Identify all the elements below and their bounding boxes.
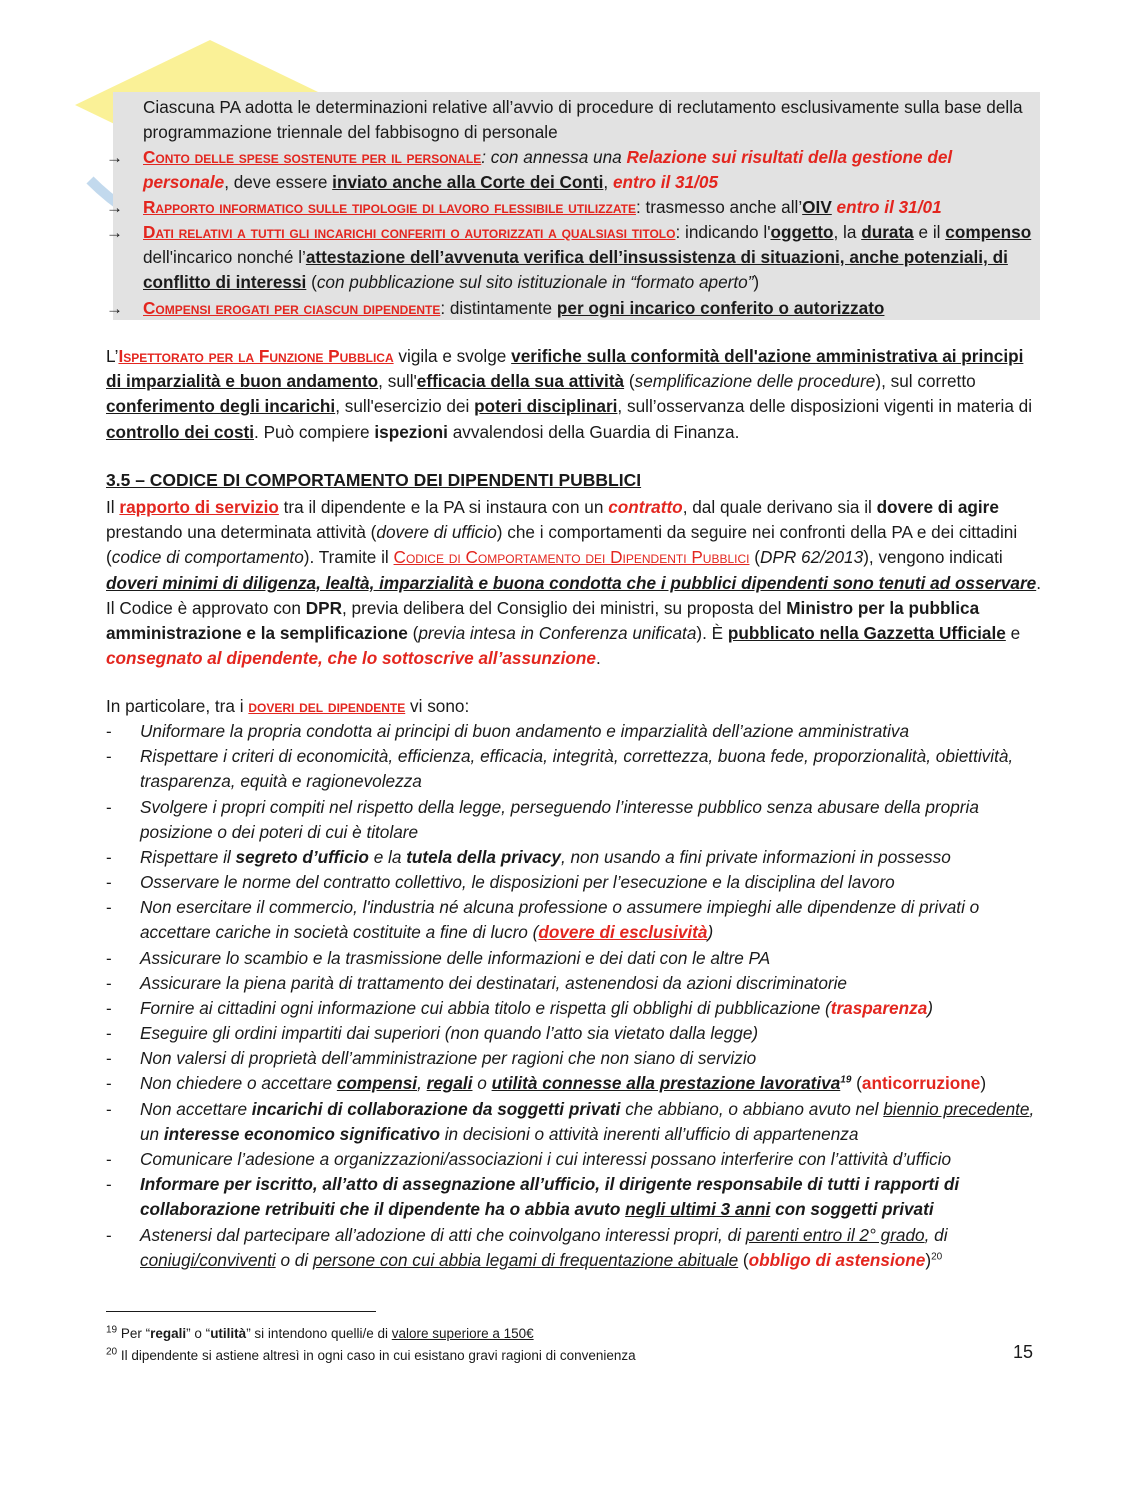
bullet-dash: - xyxy=(106,873,112,892)
section-paragraph: Il rapporto di servizio tra il dipendente e la PA si instaura con un contratto, dal quale derivano sia il dovere di agire prestando una determinata attività (dovere di ufficio) che i comportamenti da seguire nei confronti della PA e dei cittadini (codice di comportamento). Tramite il Codice di Comportamento dei Dipendenti Pubblici (DPR 62/2013), vengono indicati doveri minimi di diligenza, lealtà, imparzialità e buona condotta che i pubblici dipendenti sono tenuti ad osservare. Il Codice è approvato con DPR, previa delibera del Consiglio dei ministri, su proposta del Ministro per la pubblica amministrazione e la semplificazione (previa intesa in Conferenza unificata). È pubblicato nella Gazzetta Ufficiale e consegnato al dipendente, che lo sottoscrive all’assunzione. xyxy=(106,497,1041,669)
box-item-dati: Dati relativi a tutti gli incarichi conferiti o autorizzati a qualsiasi titolo: indicando l'oggetto, la durata e il compenso dell'incarico nonché l’attestazione dell’avvenuta verifica dell’insussistenza di situazioni, anche potenziali, di conflitto di interessi (con pubblicazione sul sito istituzionale in “formato aperto”) xyxy=(143,222,1032,293)
list-item: Osservare le norme del contratto collettivo, le disposizioni per l’esecuzione e la disciplina del lavoro xyxy=(140,872,895,892)
list-item: Assicurare la piena parità di trattamento dei destinatari, astenendosi da azioni discriminatorie xyxy=(140,973,847,993)
bullet-dash: - xyxy=(106,747,112,766)
bullet-dash: - xyxy=(106,1074,112,1093)
bullet-dash: - xyxy=(106,1226,112,1245)
list-item: Informare per iscritto, all’atto di assegnazione all’ufficio, il dirigente responsabile di tutti i rapporti di collaborazione retribuiti che il dipendente ha o abbia avuto negli ultimi 3 anni con soggetti privati xyxy=(140,1174,960,1220)
bullet-dash: - xyxy=(106,848,112,867)
bullet-dash: - xyxy=(106,1100,112,1119)
box-item-conto: Conto delle spese sostenute per il personale: con annessa una Relazione sui risultati della gestione del personale, deve essere inviato anche alla Corte dei Conti, entro il 31/05 xyxy=(143,147,953,193)
section-heading: 3.5 – CODICE DI COMPORTAMENTO DEI DIPENDENTI PUBBLICI xyxy=(106,470,642,490)
list-item: Eseguire gli ordini impartiti dai superiori (non quando l’atto sia vietato dalla legge) xyxy=(140,1023,759,1043)
list-item: Astenersi dal partecipare all’adozione di atti che coinvolgano interessi propri, di parenti entro il 2° grado, di coniugi/conviventi o di persone con cui abbia legami di frequentazione abituale (obbligo di astensione)$^{20}$ xyxy=(140,1225,948,1271)
list-item: Non valersi di proprietà dell’amministrazione per ragioni che non siano di servizio xyxy=(140,1048,757,1068)
bullet-dash: - xyxy=(106,1175,112,1194)
ispettorato-paragraph: L’Ispettorato per la Funzione Pubblica vigila e svolge verifiche sulla conformità dell'azione amministrativa ai principi di imparzialità e buon andamento, sull'efficacia della sua attività (semplificazione delle procedure), sul corretto conferimento degli incarichi, sull'esercizio dei poteri disciplinari, sull’osservanza delle disposizioni vigenti in materia di controllo dei costi. Può compiere ispezioni avvalendosi della Guardia di Finanza. xyxy=(106,346,1033,442)
bullet-dash: - xyxy=(106,722,112,741)
footnote-19: $^{19}$ Per “regali” o “utilità” si intendono quelli/e di valore superiore a 150€ xyxy=(106,1324,534,1341)
box-intro: Ciascuna PA adotta le determinazioni relative all’avvio di procedure di reclutamento esclusivamente sulla base della programmazione triennale del fabbisogno di personale xyxy=(143,97,1023,143)
doveri-intro: In particolare, tra i doveri del dipendente vi sono: xyxy=(106,696,470,716)
list-item: Non accettare incarichi di collaborazione da soggetti privati che abbiano, o abbiano avuto nel biennio precedente, un interesse economico significativo in decisioni o attività inerenti all’ufficio di appartenenza xyxy=(140,1099,1035,1145)
list-item: Comunicare l’adesione a organizzazioni/associazioni i cui interessi possano interferire con l’attività d’ufficio xyxy=(140,1149,952,1169)
arrow-icon: → xyxy=(106,299,123,318)
page-number: 15 xyxy=(1013,1342,1034,1362)
bullet-dash: - xyxy=(106,798,112,817)
box-item-rapporto: Rapporto informatico sulle tipologie di lavoro flessibile utilizzate: trasmesso anche all’OIV entro il 31/01 xyxy=(143,197,942,217)
bullet-dash: - xyxy=(106,1049,112,1068)
list-item: Assicurare lo scambio e la trasmissione delle informazioni e dei dati con le altre PA xyxy=(140,948,771,968)
list-item: Uniformare la propria condotta ai principi di buon andamento e imparzialità dell’azione amministrativa xyxy=(140,721,910,741)
footnote-20: $^{20}$ Il dipendente si astiene altresì in ogni caso in cui esistano gravi ragioni di convenienza xyxy=(106,1346,636,1363)
list-item: Rispettare il segreto d’ufficio e la tutela della privacy, non usando a fini private informazioni in possesso xyxy=(140,847,951,867)
list-item: Svolgere i propri compiti nel rispetto della legge, perseguendo l’interesse pubblico senza abusare della propria posizione o dei poteri di cui è titolare xyxy=(140,797,979,843)
bullet-dash: - xyxy=(106,898,112,917)
box-item-compensi: Compensi erogati per ciascun dipendente: distintamente per ogni incarico conferito o autorizzato xyxy=(143,298,885,318)
arrow-icon: → xyxy=(106,223,123,242)
list-item: Non chiedere o accettare compensi, regali o utilità connesse alla prestazione lavorativa$^{19}$ (anticorruzione) xyxy=(140,1073,987,1093)
bullet-dash: - xyxy=(106,999,112,1018)
footnote-separator xyxy=(106,1311,376,1312)
list-item: Fornire ai cittadini ogni informazione cui abbia titolo e rispetta gli obblighi di pubblicazione (trasparenza) xyxy=(140,998,933,1018)
bullet-dash: - xyxy=(106,974,112,993)
bullet-dash: - xyxy=(106,949,112,968)
bullet-dash: - xyxy=(106,1024,112,1043)
list-item: Non esercitare il commercio, l'industria né alcuna professione o assumere impieghi alle dipendenze di privati o accettare cariche in società costituite a fine di lucro (dovere di esclusività) xyxy=(140,897,980,943)
bullet-dash: - xyxy=(106,1150,112,1169)
arrow-icon: → xyxy=(106,148,123,167)
arrow-icon: → xyxy=(106,198,123,217)
list-item: Rispettare i criteri di economicità, efficienza, efficacia, integrità, correttezza, buona fede, proporzionalità, obiettività, trasparenza, equità e ragionevolezza xyxy=(140,746,1014,792)
